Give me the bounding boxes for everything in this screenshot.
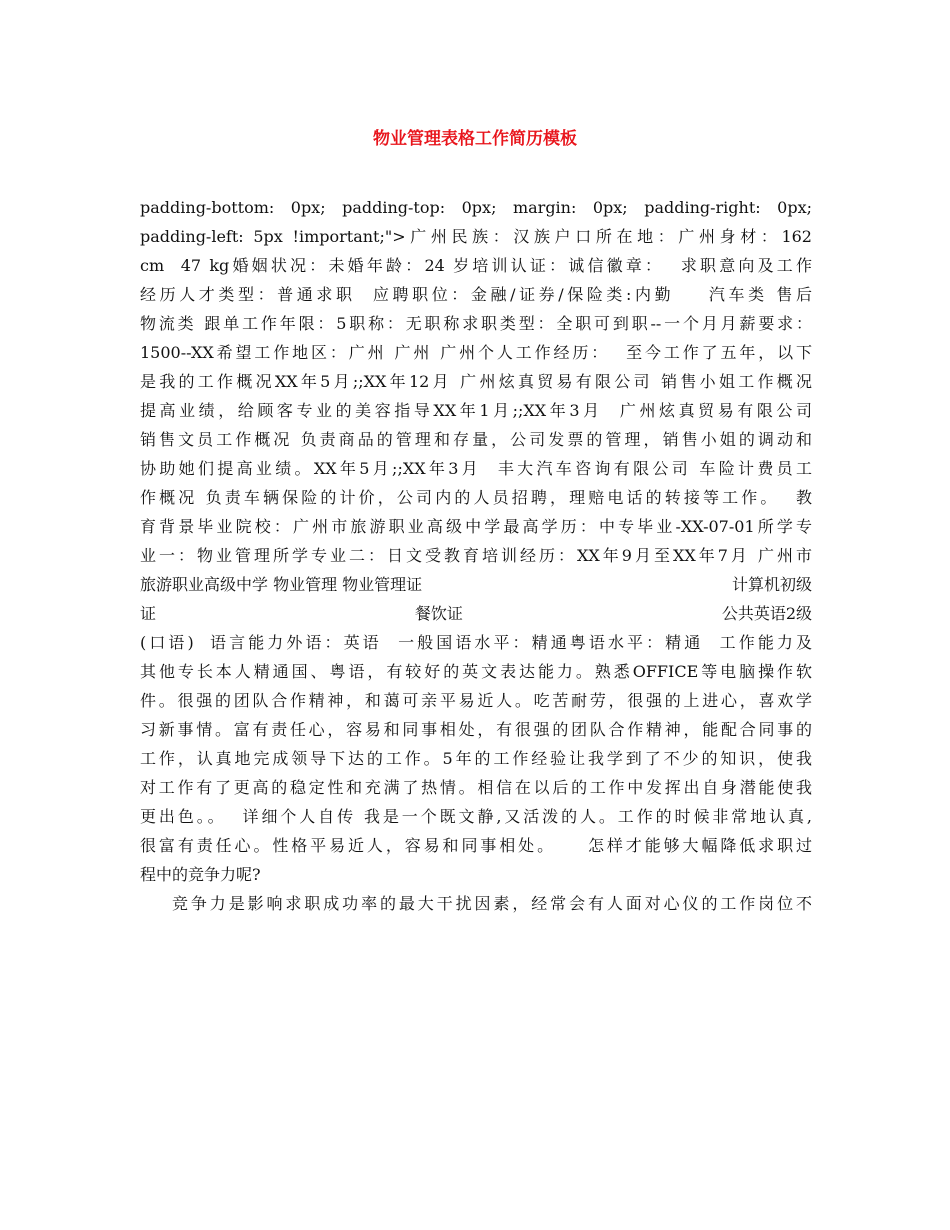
text-line: cm 47 kg婚姻状况：未婚年龄：24 岁培训认证：诚信徽章： 求职意向及工作	[140, 256, 812, 275]
text-line-paragraph-start: 竞争力是影响求职成功率的最大干扰因素，经常会有人面对心仪的工作岗位不	[140, 894, 812, 913]
text-line: (口语) 语言能力外语：英语 一般国语水平：精通粤语水平：精通 工作能力及	[140, 633, 812, 652]
text-line: padding-bottom: 0px; padding-top: 0px; margin: 0px; padding-right: 0px;	[140, 198, 812, 217]
split-right: 公共英语2级	[721, 604, 812, 623]
text-line: 1500--XX希望工作地区：广州 广州 广州个人工作经历： 至今工作了五年，以下	[140, 343, 812, 362]
document-body	[140, 193, 812, 918]
split-left: 证	[140, 604, 157, 623]
text-line: 物流类 跟单工作年限：5职称：无职称求职类型：全职可到职--一个月月薪要求：	[140, 314, 812, 333]
text-line: 育背景毕业院校：广州市旅游职业高级中学最高学历：中专毕业-XX-07-01所学专	[140, 517, 812, 536]
text-line: 作概况 负责车辆保险的计价，公司内的人员招聘，理赔电话的转接等工作。 教	[140, 488, 812, 507]
text-line: 工作，认真地完成领导下达的工作。5年的工作经验让我学到了不少的知识，使我	[140, 749, 812, 768]
text-line: 经历人才类型：普通求职 应聘职位：金融/证券/保险类:内勤 汽车类 售后	[140, 285, 812, 304]
text-line: 提高业绩，给顾客专业的美容指导XX年1月;;XX年3月 广州炫真贸易有限公司	[140, 401, 812, 420]
text-line-split	[140, 599, 812, 628]
text-line: 习新事情。富有责任心，容易和同事相处，有很强的团队合作精神，能配合同事的	[140, 720, 812, 739]
text-line: 件。很强的团队合作精神，和蔼可亲平易近人。吃苦耐劳，很强的上进心，喜欢学	[140, 691, 812, 710]
text-line-split	[140, 570, 812, 599]
document-title: 物业管理表格工作简历模板	[373, 129, 577, 149]
split-middle: 餐饮证	[414, 604, 463, 623]
text-line: 协助她们提高业绩。XX年5月;;XX年3月 丰大汽车咨询有限公司 车险计费员工	[140, 459, 812, 478]
text-line: 是我的工作概况XX年5月;;XX年12月 广州炫真贸易有限公司 销售小姐工作概况	[140, 372, 812, 391]
text-line: 更出色。。 详细个人自传 我是一个既文静,又活泼的人。工作的时候非常地认真,	[140, 807, 812, 826]
text-line: 业一：物业管理所学专业二：日文受教育培训经历：XX年9月至XX年7月 广州市	[140, 546, 812, 565]
text-line: 其他专长本人精通国、粤语，有较好的英文表达能力。熟悉OFFICE等电脑操作软	[140, 662, 812, 681]
text-line: 销售文员工作概况 负责商品的管理和存量，公司发票的管理，销售小姐的调动和	[140, 430, 812, 449]
text-line-last: 程中的竞争力呢?	[140, 865, 261, 884]
split-left: 旅游职业高级中学 物业管理 物业管理证	[140, 575, 423, 594]
text-line: 对工作有了更高的稳定性和充满了热情。相信在以后的工作中发挥出自身潜能使我	[140, 778, 812, 797]
text-line: 很富有责任心。性格平易近人，容易和同事相处。 怎样才能够大幅降低求职过	[140, 836, 812, 855]
split-right: 计算机初级	[731, 575, 812, 594]
text-line: padding-left: 5px !important;">广州民族：汉族户口所在地：广州身材：162	[140, 227, 812, 246]
